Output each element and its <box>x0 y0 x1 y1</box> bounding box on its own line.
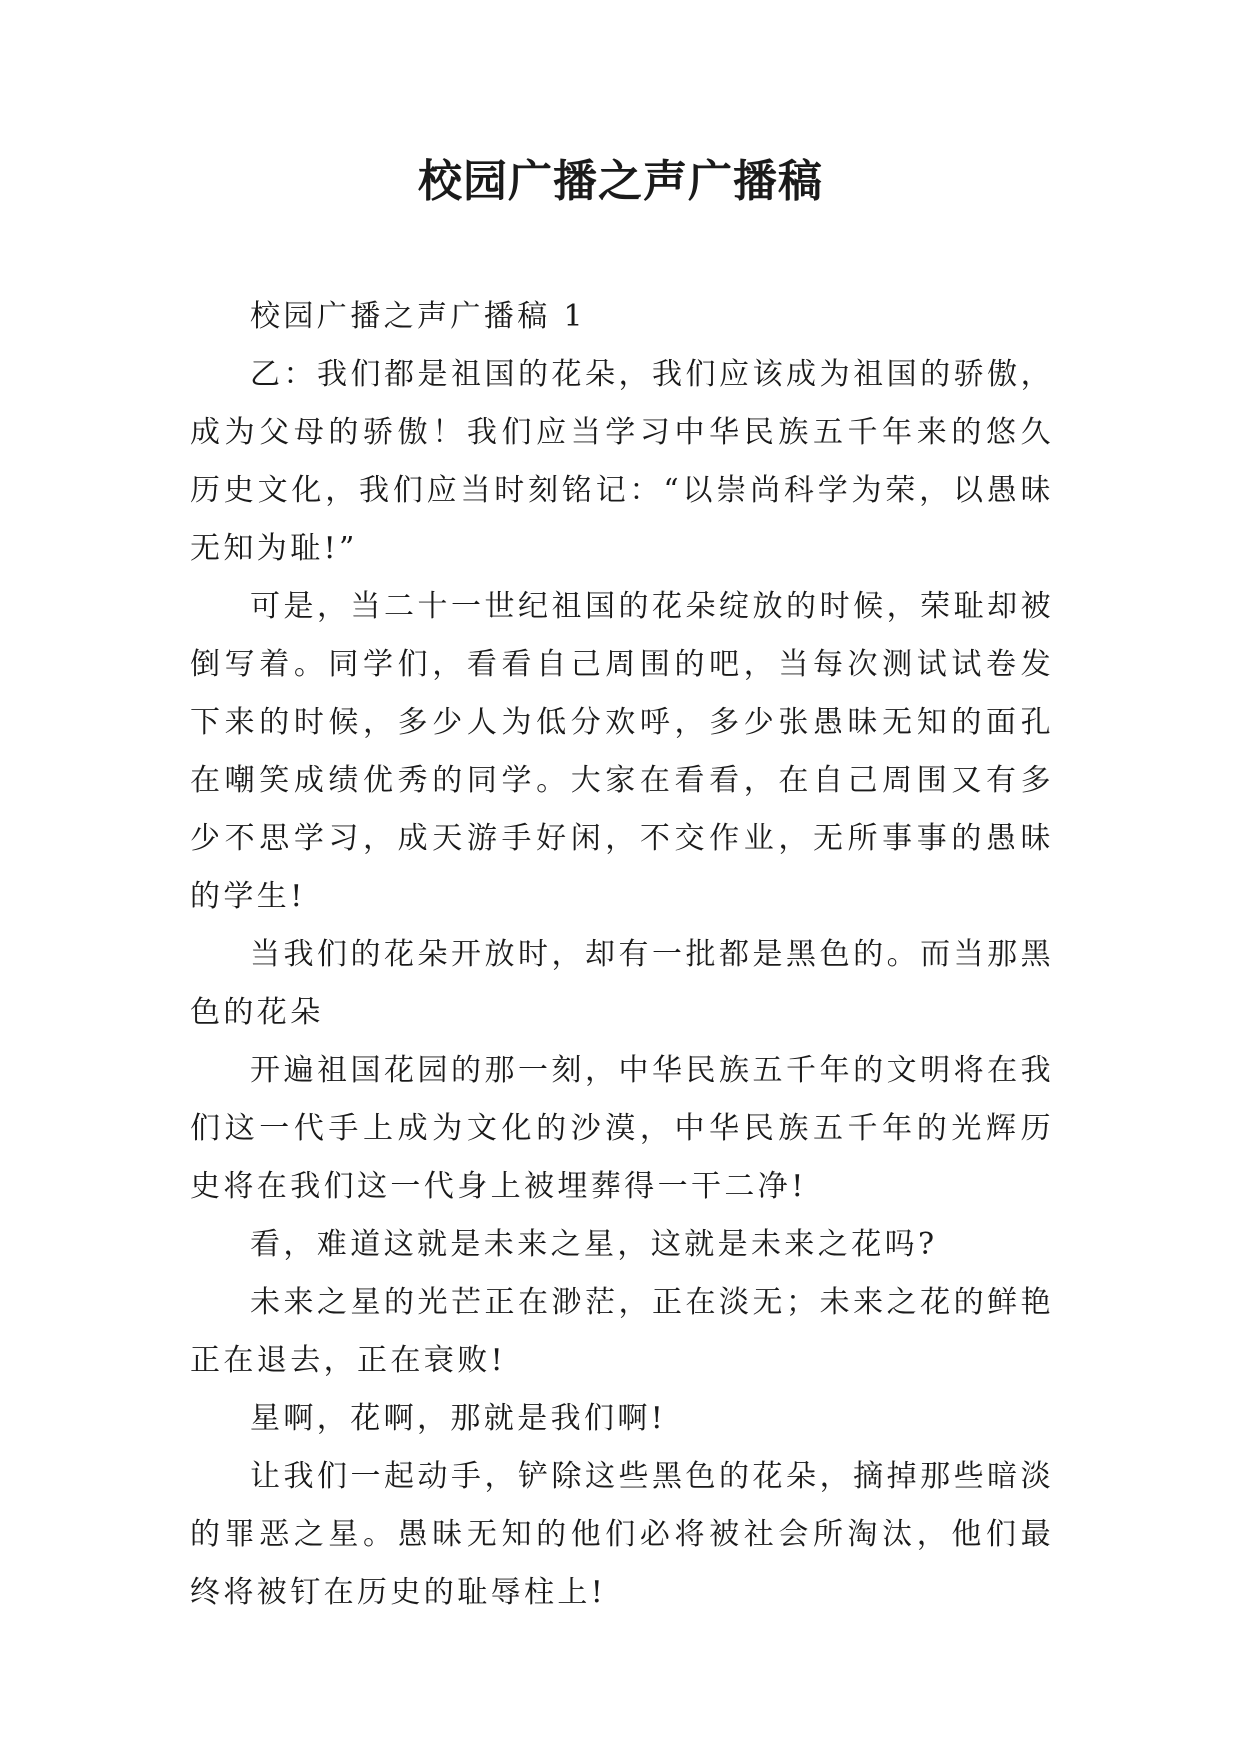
paragraph: 看，难道这就是未来之星，这就是未来之花吗? <box>250 1227 938 1262</box>
paragraph: 让我们一起动手，铲除这些黑色的花朵，摘掉那些暗淡的罪恶之星。愚昧无知的他们必将被社会所淘汰，他们最终将被钉在历史的耻辱柱上! <box>190 1459 1054 1610</box>
document-title: 校园广播之声广播稿 <box>418 156 823 207</box>
paragraph: 开遍祖国花园的那一刻，中华民族五千年的文明将在我们这一代手上成为文化的沙漠，中华民族五千年的光辉历史将在我们这一代身上被埋葬得一干二净! <box>190 1053 1054 1204</box>
paragraph-heading: 校园广播之声广播稿 1 <box>250 299 587 334</box>
document-body <box>190 288 1054 1622</box>
paragraph: 乙：我们都是祖国的花朵，我们应该成为祖国的骄傲，成为父母的骄傲！我们应当学习中华民族五千年来的悠久历史文化，我们应当时刻铭记：“以崇尚科学为荣，以愚昧无知为耻!” <box>190 357 1054 566</box>
paragraph: 星啊，花啊，那就是我们啊! <box>250 1401 667 1436</box>
paragraph: 可是，当二十一世纪祖国的花朵绽放的时候，荣耻却被倒写着。同学们，看看自己周围的吧，当每次测试试卷发下来的时候，多少人为低分欢呼，多少张愚昧无知的面孔在嘲笑成绩优秀的同学。大家在看看，在自己周围又有多少不思学习，成天游手好闲，不交作业，无所事事的愚昧的学生! <box>190 589 1054 914</box>
paragraph: 当我们的花朵开放时，却有一批都是黑色的。而当那黑色的花朵 <box>190 937 1054 1030</box>
paragraph: 未来之星的光芒正在渺茫，正在淡无；未来之花的鲜艳正在退去，正在衰败! <box>190 1285 1054 1378</box>
